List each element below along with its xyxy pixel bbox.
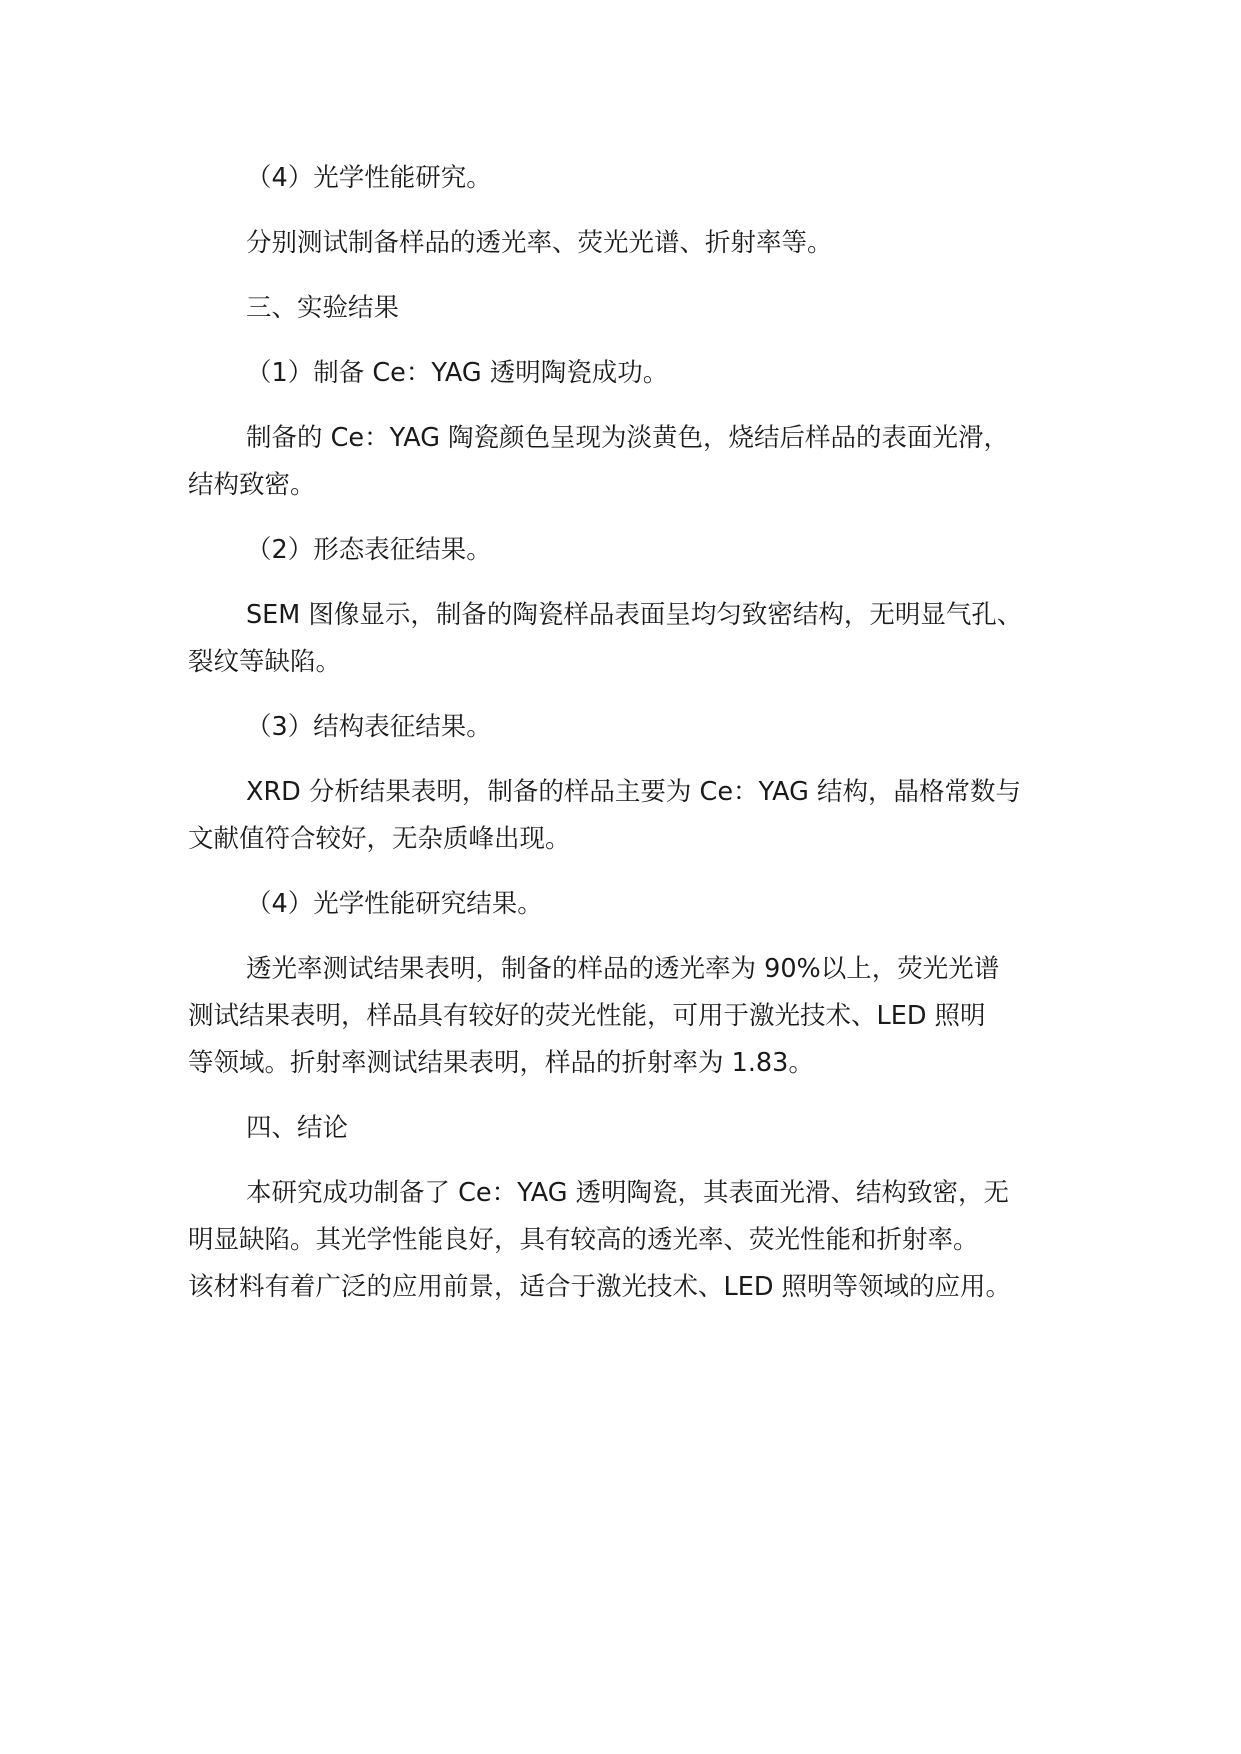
text-line: （4）光学性能研究。 xyxy=(246,163,492,193)
subheading-optical-results xyxy=(188,881,1088,928)
text-line: （2）形态表征结果。 xyxy=(246,535,492,565)
text-line: 四、结论 xyxy=(246,1113,349,1143)
paragraph-optical-result xyxy=(188,946,1088,1087)
text-line: 文献值符合较好，无杂质峰出现。 xyxy=(188,824,571,854)
text-line: （1）制备 Ce：YAG 透明陶瓷成功。 xyxy=(246,358,669,388)
text-line: 裂纹等缺陷。 xyxy=(188,647,342,677)
subheading-morphology xyxy=(188,527,1088,574)
text-line: 透光率测试结果表明，制备的样品的透光率为 90%以上，荧光光谱 xyxy=(246,954,1000,984)
subheading-optical-study xyxy=(188,155,1088,202)
section-heading-results xyxy=(188,285,1088,332)
subheading-preparation-success xyxy=(188,350,1088,397)
paragraph-preparation-result xyxy=(188,415,1088,509)
text-line: XRD 分析结果表明，制备的样品主要为 Ce：YAG 结构，晶格常数与 xyxy=(246,777,1021,807)
text-line: 结构致密。 xyxy=(188,470,316,500)
text-line: （3）结构表征结果。 xyxy=(246,712,492,742)
document-body xyxy=(188,155,1088,1311)
paragraph-sem-result xyxy=(188,592,1088,686)
text-line: 分别测试制备样品的透光率、荧光光谱、折射率等。 xyxy=(246,228,833,258)
paragraph-conclusion xyxy=(188,1170,1088,1311)
paragraph-xrd-result xyxy=(188,769,1088,863)
text-line: SEM 图像显示，制备的陶瓷样品表面呈均匀致密结构，无明显气孔、 xyxy=(246,600,1023,630)
text-line: 制备的 Ce：YAG 陶瓷颜色呈现为淡黄色，烧结后样品的表面光滑， xyxy=(246,423,1010,453)
text-line: （4）光学性能研究结果。 xyxy=(246,889,543,919)
text-line: 三、实验结果 xyxy=(246,293,400,323)
text-line: 本研究成功制备了 Ce：YAG 透明陶瓷，其表面光滑、结构致密，无 xyxy=(246,1178,1010,1208)
subheading-structure xyxy=(188,704,1088,751)
text-line: 明显缺陷。其光学性能良好，具有较高的透光率、荧光性能和折射率。 xyxy=(188,1225,979,1255)
text-line: 测试结果表明，样品具有较好的荧光性能，可用于激光技术、LED 照明 xyxy=(188,1001,986,1031)
section-heading-conclusion xyxy=(188,1105,1088,1152)
paragraph-optical-tests xyxy=(188,220,1088,267)
text-line: 该材料有着广泛的应用前景，适合于激光技术、LED 照明等领域的应用。 xyxy=(188,1272,1012,1302)
text-line: 等领域。折射率测试结果表明，样品的折射率为 1.83。 xyxy=(188,1048,814,1078)
